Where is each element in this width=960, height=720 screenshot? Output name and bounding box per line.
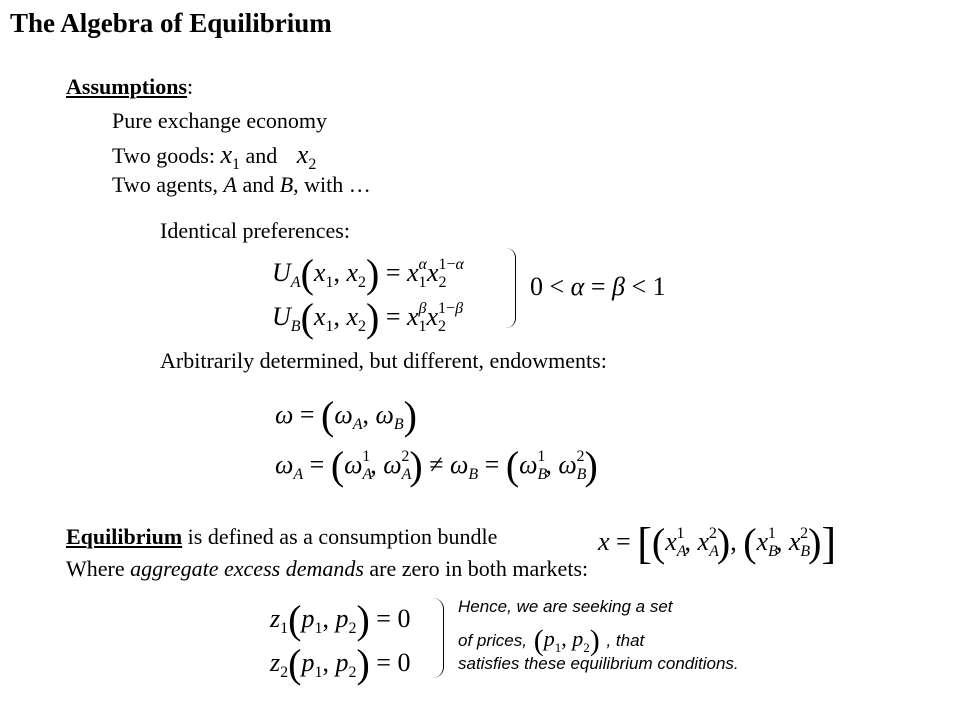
identical-preferences-label: Identical preferences: (160, 218, 350, 243)
assumptions-heading: Assumptions (66, 74, 188, 99)
alpha-beta-constraint: 0 < α = β < 1 (530, 272, 666, 301)
assumptions-colon: : (187, 74, 194, 99)
agent-a: A (223, 172, 237, 197)
agents-and: and (242, 172, 275, 197)
price-vector: ($p_1$, $p_2$) (533, 624, 600, 657)
utility-b-formula: $U_B(x_1$, $x_2) = x_1^\beta x_2^{1-\beta}$ (272, 295, 464, 340)
slide-title: The Algebra of Equilibrium (10, 8, 332, 38)
agents-suffix: , with … (293, 172, 371, 197)
two-goods-label: Two goods: (112, 143, 215, 168)
omega-formula: $\omega = (\omega_A$, $\omega_B$) (275, 393, 417, 438)
assumption-pure-exchange: Pure exchange economy (112, 108, 328, 133)
excess-demand-statement (66, 556, 588, 582)
consumption-bundle-formula: $x = [(x_A^1$, $x_A^2$), ($x_B^1$, $x_B^2$)] (598, 519, 837, 568)
note-line-2 (458, 624, 644, 658)
note-of-prices: of prices, (458, 631, 527, 650)
utility-brace (505, 248, 516, 328)
utility-a-formula: $U_A(x_1$, $x_2) = x_1^\alpha x_2^{1-\alpha}$ (272, 251, 464, 296)
assumption-two-agents (112, 172, 371, 198)
assumption-two-goods (112, 140, 316, 174)
two-goods-and: and (245, 143, 278, 168)
aggregate-excess-demands: aggregate excess demands (130, 556, 364, 581)
where-word: Where (66, 556, 125, 581)
endowments-label: Arbitrarily determined, but different, endowments: (160, 348, 607, 373)
equations-brace (433, 598, 444, 678)
good-x2-formula: $x_2$ (296, 140, 317, 173)
good-x1-formula: $x_1$ (220, 140, 241, 173)
zero-in-both-markets: are zero in both markets: (369, 556, 589, 581)
omega-components-formula: $\omega_A = (\omega_A^1$, $\omega_A^2) \ne \omega_B = (\omega_B^1$, $\omega_B^2$) (275, 443, 598, 488)
note-line-1: Hence, we are seeking a set (458, 597, 673, 616)
z2-equation: $z_2(p_1$, $p_2) = 0$ (270, 641, 411, 686)
assumptions-heading-row (66, 74, 193, 100)
agent-b: B (279, 172, 294, 197)
note-line-3: satisfies these equilibrium conditions. (458, 654, 739, 673)
equilibrium-word: Equilibrium (66, 524, 183, 549)
note-that: , that (606, 631, 645, 650)
two-agents-label: Two agents, (112, 172, 218, 197)
equilibrium-definition (66, 524, 497, 550)
z1-equation: $z_1(p_1$, $p_2) = 0$ (270, 597, 411, 642)
equilibrium-rest: is defined as a consumption bundle (187, 524, 498, 549)
